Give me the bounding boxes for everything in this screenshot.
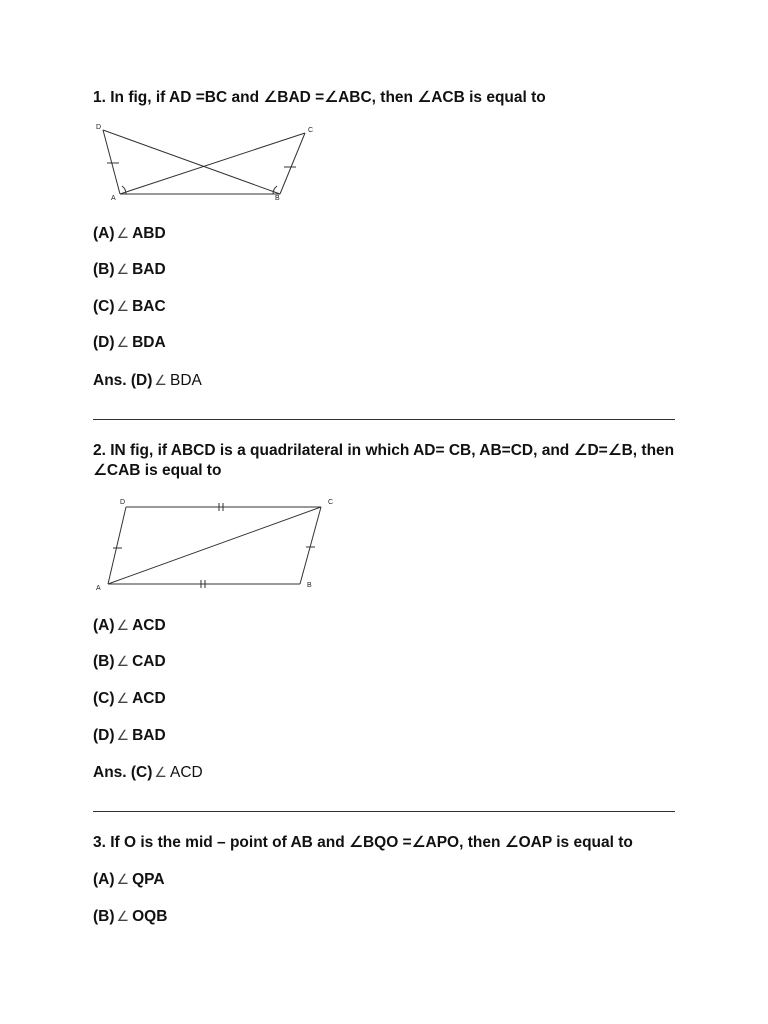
angle-icon: ∠ (116, 261, 130, 277)
angle-icon: ∠ (116, 871, 130, 887)
vertex-label-D: D (96, 124, 102, 131)
vertex-label-A: A (96, 585, 101, 592)
segment-DA (108, 507, 126, 584)
q2-answer: Ans. (C) ∠ ACD (93, 764, 203, 781)
question-1-figure (93, 120, 323, 210)
q1-option-d[interactable]: (D) ∠ BDA (93, 334, 166, 351)
angle-icon: ∠ (116, 225, 130, 241)
segment-DB (103, 130, 280, 194)
q1-option-b[interactable]: (B) ∠ BAD (93, 261, 166, 278)
divider (93, 419, 675, 420)
angle-icon: ∠ (116, 298, 130, 314)
angle-icon: ∠ (116, 334, 130, 350)
q2-option-d[interactable]: (D) ∠ BAD (93, 727, 166, 744)
angle-icon: ∠ (154, 764, 167, 780)
angle-icon: ∠ (154, 372, 167, 388)
segment-AD (103, 130, 120, 194)
diagonal-AC (108, 507, 321, 584)
segment-AC (120, 133, 305, 194)
vertex-label-C: C (328, 499, 334, 506)
question-2-text: 2. IN fig, if ABCD is a quadrilateral in which AD= CB, AB=CD, and ∠D=∠B, then ∠CAB is equal to (93, 442, 675, 479)
q3-option-b[interactable]: (B) ∠ OQB (93, 908, 168, 925)
question-1-text: 1. In fig, if AD =BC and ∠BAD =∠ABC, then ∠ACB is equal to (93, 89, 546, 106)
q2-option-c[interactable]: (C) ∠ ACD (93, 690, 166, 707)
segment-BC (280, 133, 305, 194)
q3-option-a[interactable]: (A) ∠ QPA (93, 871, 165, 888)
angle-icon: ∠ (116, 908, 130, 924)
vertex-label-B: B (307, 582, 312, 589)
vertex-label-B: B (275, 195, 280, 202)
q2-option-b[interactable]: (B) ∠ CAD (93, 653, 166, 670)
segment-BC (300, 507, 321, 584)
angle-icon: ∠ (116, 690, 130, 706)
angle-icon: ∠ (116, 653, 130, 669)
question-3-text: 3. If O is the mid – point of AB and ∠BQO =∠APO, then ∠OAP is equal to (93, 834, 633, 851)
question-2-figure (93, 495, 343, 595)
q1-option-c[interactable]: (C) ∠ BAC (93, 298, 166, 315)
vertex-label-A: A (111, 195, 116, 202)
angle-icon: ∠ (116, 617, 130, 633)
divider (93, 811, 675, 812)
q1-option-a[interactable]: (A) ∠ ABD (93, 225, 166, 242)
q1-answer: Ans. (D) ∠ BDA (93, 372, 202, 389)
vertex-label-C: C (308, 127, 314, 134)
angle-icon: ∠ (116, 727, 130, 743)
q2-option-a[interactable]: (A) ∠ ACD (93, 617, 166, 634)
vertex-label-D: D (120, 499, 126, 506)
